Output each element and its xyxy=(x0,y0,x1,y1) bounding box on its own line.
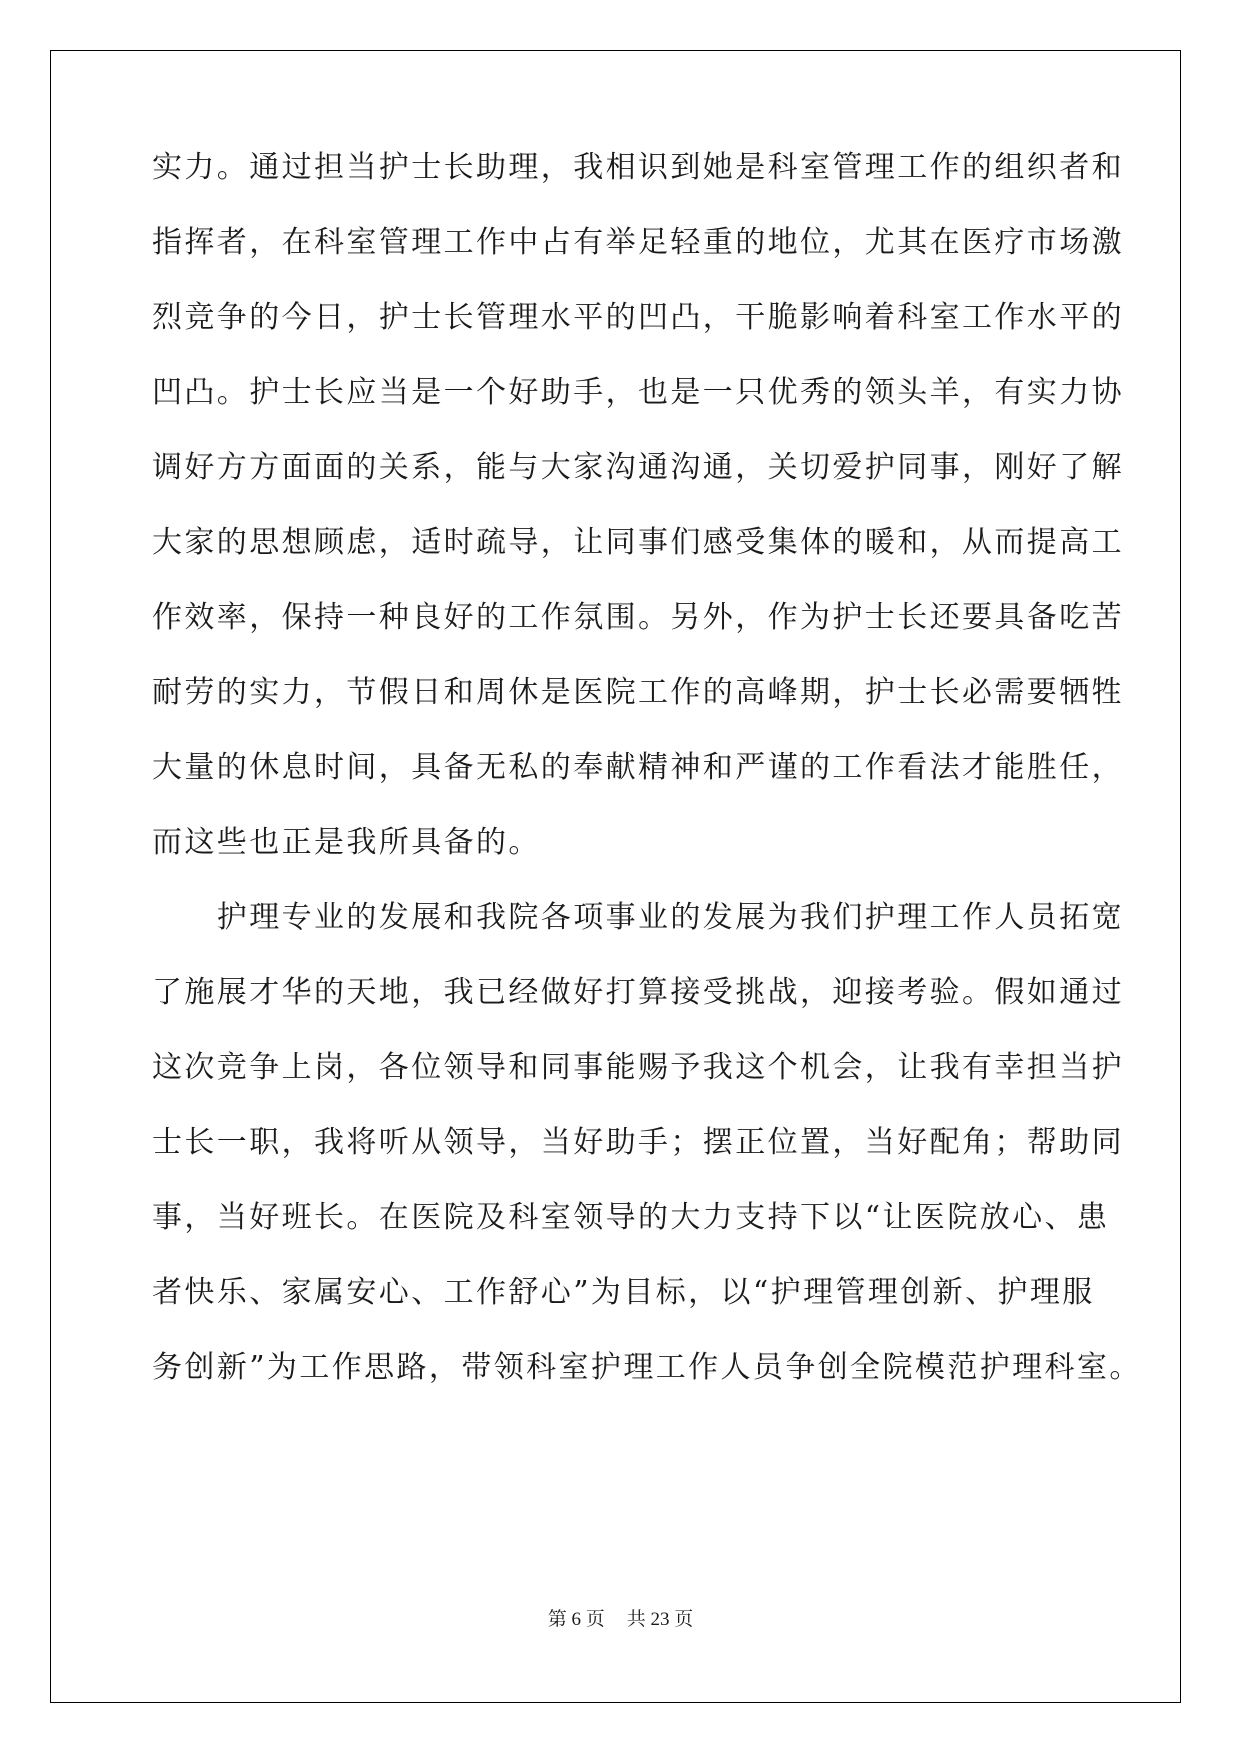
text-line: 调好方方面面的关系，能与大家沟通沟通，关切爱护同事，刚好了解 xyxy=(152,450,1124,485)
text-line: 耐劳的实力，节假日和周休是医院工作的高峰期，护士长必需要牺牲 xyxy=(152,675,1124,710)
page-number: 第 6 页 xyxy=(547,1609,605,1630)
text-line: 士长一职，我将听从领导，当好助手；摆正位置，当好配角；帮助同 xyxy=(152,1125,1124,1160)
text-line: 大家的思想顾虑，适时疏导，让同事们感受集体的暖和，从而提高工 xyxy=(152,525,1124,560)
text-line: 凹凸。护士长应当是一个好助手，也是一只优秀的领头羊，有实力协 xyxy=(152,375,1124,410)
text-line: 了施展才华的天地，我已经做好打算接受挑战，迎接考验。假如通过 xyxy=(152,975,1124,1010)
text-line: 作效率，保持一种良好的工作氛围。另外，作为护士长还要具备吃苦 xyxy=(152,600,1124,635)
text-line: 事，当好班长。在医院及科室领导的大力支持下以“让医院放心、患 xyxy=(152,1200,1110,1235)
text-line: 大量的休息时间，具备无私的奉献精神和严谨的工作看法才能胜任， xyxy=(152,750,1124,785)
text-line: 者快乐、家属安心、工作舒心”为目标，以“护理管理创新、护理服 xyxy=(152,1275,1095,1310)
text-line: 这次竞争上岗，各位领导和同事能赐予我这个机会，让我有幸担当护 xyxy=(152,1050,1124,1085)
text-line: 烈竞争的今日，护士长管理水平的凹凸，干脆影响着科室工作水平的 xyxy=(152,300,1124,335)
text-line: 实力。通过担当护士长助理，我相识到她是科室管理工作的组织者和 xyxy=(152,150,1124,185)
text-line: 指挥者，在科室管理工作中占有举足轻重的地位，尤其在医疗市场激 xyxy=(152,225,1124,260)
text-line: 护理专业的发展和我院各项事业的发展为我们护理工作人员拓宽 xyxy=(152,900,1124,935)
text-line: 而这些也正是我所具备的。 xyxy=(152,825,541,860)
page-total: 共 23 页 xyxy=(626,1609,694,1630)
page-footer xyxy=(0,1604,1241,1631)
text-line: 务创新”为工作思路，带领科室护理工作人员争创全院模范护理科室。 xyxy=(152,1350,1142,1385)
